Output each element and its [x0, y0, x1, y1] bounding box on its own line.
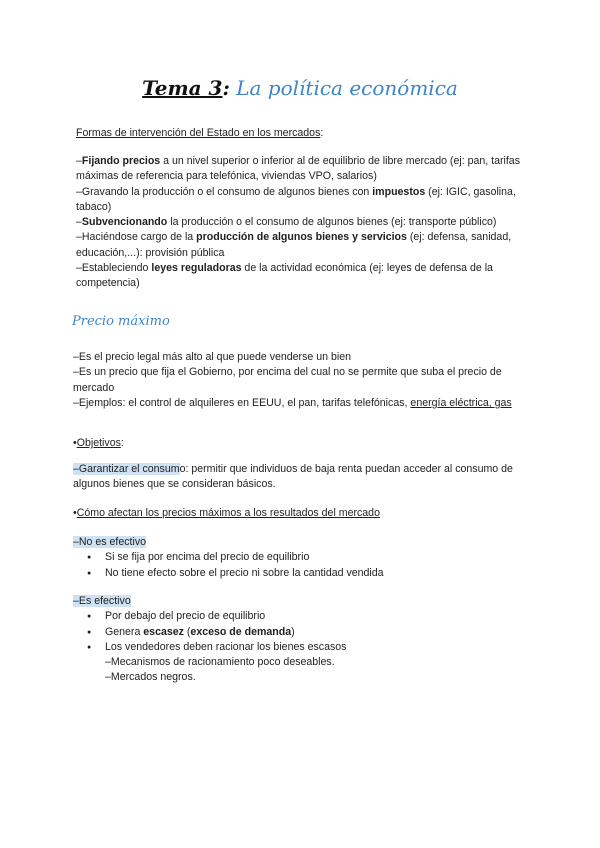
objetivos-text	[73, 462, 526, 493]
item-text: la producción o el consumo de algunos bienes (ej: transporte público)	[167, 216, 497, 229]
title-topic: Tema 3	[142, 76, 223, 100]
precio-maximo-heading: Precio máximo	[72, 314, 170, 329]
item-text: Genera	[105, 625, 144, 638]
formas-item	[76, 215, 526, 230]
precio-maximo-definition	[73, 350, 526, 411]
item-bold: Fijando precios	[81, 155, 161, 167]
no-efectivo-list	[73, 550, 526, 581]
no-efectivo-section	[73, 535, 526, 581]
item-prefix: –	[76, 155, 82, 167]
item-bold: leyes reguladoras	[151, 262, 242, 275]
objetivos-description: : permitir que individuos de baja renta puedan acceder al consumo de algunos bienes que se consideran básicos.	[73, 463, 513, 491]
item-prefix: –Haciéndose cargo de la	[76, 231, 197, 244]
es-efectivo-section	[73, 594, 526, 686]
item-prefix: –	[76, 216, 82, 229]
sub-item: –Mercados negros.	[105, 671, 196, 684]
item-bold: Subvencionando	[81, 216, 168, 229]
no-efectivo-label: –No es efectivo	[73, 536, 147, 548]
item-prefix: –Estableciendo	[76, 262, 152, 275]
formas-list	[76, 154, 526, 292]
item-text: )	[291, 625, 295, 638]
bullet: •	[73, 437, 77, 449]
item-text: a un nivel superior o inferior al de equilibrio de libre mercado (ej: pan, tarifas máximas de referencia para telefónica, viviendas VPO, salarios)	[76, 155, 520, 183]
list-item: ● No tiene efecto sobre el precio ni sobre la cantidad vendida	[73, 566, 526, 581]
item-text: (ej: defensa, sanidad, educación,...): provisión pública	[76, 231, 512, 259]
list-item: ● Si se fija por encima del precio de equilibrio	[73, 550, 526, 565]
item-prefix: –Gravando la producción o el consumo de algunos bienes con	[76, 185, 373, 198]
objetivos-highlight: –Garantizar el consum	[73, 463, 180, 475]
item-bold: impuestos	[372, 185, 426, 198]
formas-item	[76, 230, 526, 261]
item-bold: exceso de demanda	[190, 625, 292, 638]
page-title	[0, 74, 600, 102]
es-efectivo-list	[73, 609, 526, 655]
sub-item: –Mecanismos de racionamiento poco deseables.	[105, 656, 335, 669]
definition-line: –Es el precio legal más alto al que puede venderse un bien	[73, 351, 351, 363]
formas-heading-text: Formas de intervención del Estado en los mercados	[76, 127, 321, 139]
formas-item	[76, 154, 526, 185]
title-colon: :	[222, 76, 230, 100]
objetivos-label: Objetivos	[76, 437, 121, 449]
definition-line: –Es un precio que fija el Gobierno, por encima del cual no se permite que suba el precio de mercado	[73, 366, 502, 394]
como-afectan-text: Cómo afectan los precios máximos a los resultados del mercado	[76, 507, 380, 519]
bullet: •	[73, 507, 77, 519]
list-item: ● Los vendedores deben racionar los bienes escasos	[73, 640, 526, 655]
item-text: (ej: IGIC, gasolina, tabaco)	[76, 185, 516, 213]
examples-underlined: energía eléctrica, gas	[410, 396, 512, 409]
objetivos-heading	[73, 436, 526, 451]
formas-item	[76, 185, 526, 216]
list-item	[73, 625, 526, 640]
examples-text: –Ejemplos: el control de alquileres en EEUU, el pan, tarifas telefónicas,	[73, 396, 411, 409]
objetivos-highlight-rest: o	[179, 463, 186, 475]
item-bold: escasez	[143, 625, 184, 638]
formas-heading-colon: :	[320, 127, 324, 139]
como-afectan-heading	[73, 506, 526, 521]
item-text: de la actividad económica (ej: leyes de defensa de la competencia)	[76, 262, 493, 290]
item-text: (	[183, 625, 191, 638]
objetivos-colon: :	[120, 437, 124, 449]
formas-heading	[76, 126, 526, 141]
title-subject: La política económica	[236, 76, 458, 100]
formas-item	[76, 261, 526, 292]
list-item: ● Por debajo del precio de equilibrio	[73, 609, 526, 624]
item-bold: producción de algunos bienes y servicios	[196, 231, 407, 244]
definition-line	[73, 396, 526, 411]
es-efectivo-label: –Es efectivo	[73, 595, 131, 607]
